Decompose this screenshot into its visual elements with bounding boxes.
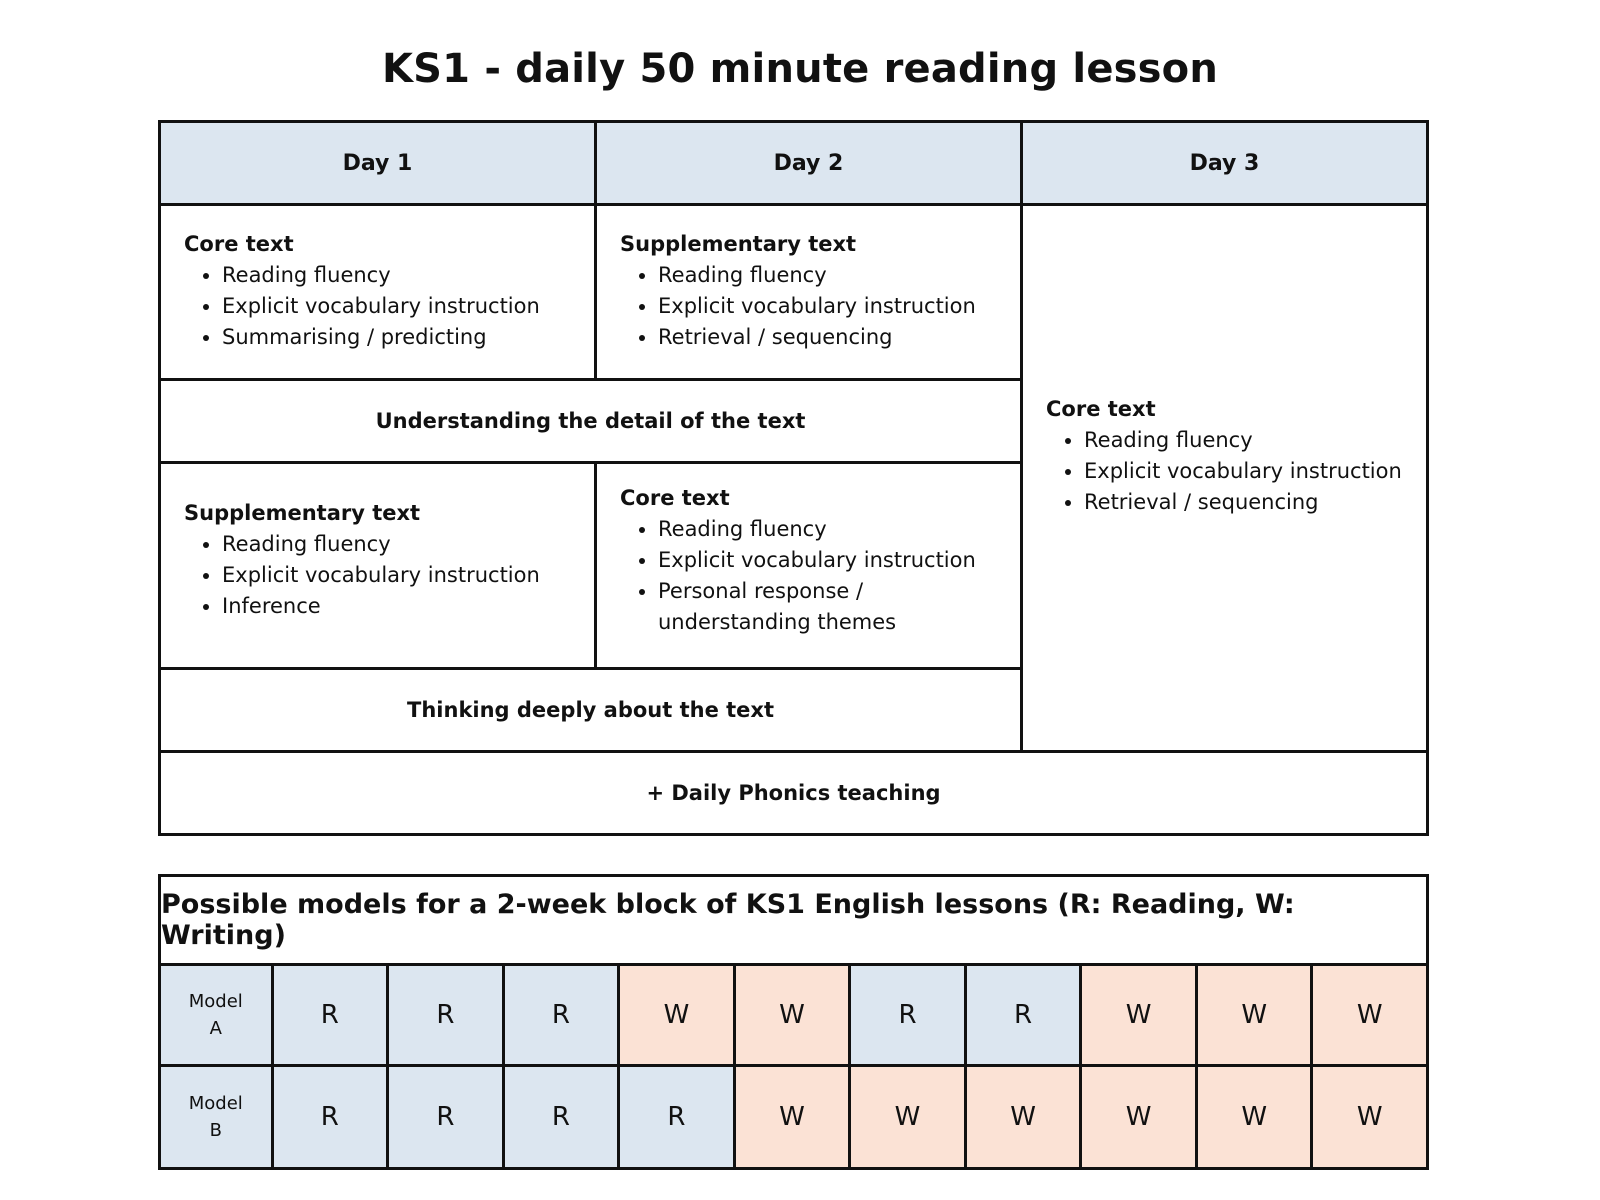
thinking-deeply-band	[158, 667, 1023, 753]
understanding-band-label: Understanding the detail of the text	[375, 409, 806, 433]
day-1-header	[158, 120, 597, 206]
models-grid	[158, 963, 1429, 1170]
writing-lesson-cell: W	[733, 1064, 852, 1171]
reading-lesson-cell: R	[271, 1064, 390, 1171]
cell-heading: Core text	[1046, 397, 1156, 421]
day-2-core-text-cell	[594, 461, 1023, 670]
daily-phonics-band	[158, 750, 1429, 836]
writing-lesson-cell: W	[1195, 963, 1314, 1067]
list-item: • Reading fluency	[658, 514, 958, 545]
writing-lesson-cell: W	[1079, 1064, 1198, 1171]
list-item: • Reading fluency	[222, 260, 594, 291]
cell-heading: Supplementary text	[184, 501, 421, 525]
models-title-cell	[158, 874, 1429, 966]
reading-lesson-cell: R	[964, 963, 1083, 1067]
reading-lesson-cell: R	[502, 1064, 621, 1171]
reading-lesson-cell: R	[386, 963, 505, 1067]
writing-lesson-cell: W	[964, 1064, 1083, 1171]
day-1-supplementary-text-cell	[158, 461, 597, 670]
list-item: • Reading fluency	[222, 529, 594, 560]
reading-lesson-cell: R	[502, 963, 621, 1067]
day-3-core-text-cell	[1020, 203, 1429, 753]
writing-lesson-cell: W	[1310, 1064, 1429, 1171]
day-3-label: Day 3	[1189, 150, 1260, 176]
list-item: • Explicit vocabulary instruction	[658, 545, 958, 576]
list-item: • Retrieval / sequencing	[658, 322, 1020, 353]
reading-lesson-cell: R	[617, 1064, 736, 1171]
reading-lesson-cell: R	[386, 1064, 505, 1171]
day-2-label: Day 2	[773, 150, 844, 176]
list-item: • Inference	[222, 591, 594, 622]
list-item: • Explicit vocabulary instruction	[1084, 456, 1426, 487]
list-item: • Explicit vocabulary instruction	[222, 291, 594, 322]
models-title: Possible models for a 2-week block of KS1 English lessons (R: Reading, W: Writing)	[161, 889, 1295, 951]
model-label-letter: B	[209, 1119, 222, 1141]
writing-lesson-cell: W	[848, 1064, 967, 1171]
day-2-supplementary-text-cell	[594, 203, 1023, 381]
list-item: • Summarising / predicting	[222, 322, 594, 353]
day-1-label: Day 1	[342, 150, 413, 176]
list-item: • Reading fluency	[658, 260, 1020, 291]
writing-lesson-cell: W	[1310, 963, 1429, 1067]
understanding-band	[158, 378, 1023, 464]
thinking-deeply-band-label: Thinking deeply about the text	[407, 698, 774, 722]
list-item: • Explicit vocabulary instruction	[222, 560, 594, 591]
model-label-word: Model	[188, 990, 243, 1012]
list-item: • Reading fluency	[1084, 425, 1426, 456]
cell-heading: Supplementary text	[620, 232, 857, 256]
day-1-core-text-cell	[158, 203, 597, 381]
daily-phonics-label: + Daily Phonics teaching	[646, 781, 941, 805]
model-label-word: Model	[188, 1092, 243, 1114]
writing-lesson-cell: W	[733, 963, 852, 1067]
day-2-header	[594, 120, 1023, 206]
model-label-cell	[158, 1064, 274, 1171]
list-item: • Retrieval / sequencing	[1084, 487, 1426, 518]
day-3-header	[1020, 120, 1429, 206]
reading-lesson-cell: R	[848, 963, 967, 1067]
writing-lesson-cell: W	[1079, 963, 1198, 1067]
list-item: • Explicit vocabulary instruction	[658, 291, 1020, 322]
cell-heading: Core text	[620, 486, 730, 510]
page-title: KS1 - daily 50 minute reading lesson	[381, 46, 1219, 92]
cell-heading: Core text	[184, 232, 294, 256]
writing-lesson-cell: W	[1195, 1064, 1314, 1171]
model-label-cell	[158, 963, 274, 1067]
reading-lesson-cell: R	[271, 963, 390, 1067]
list-item: • Personal response / understanding themes	[658, 576, 958, 638]
model-label-letter: A	[209, 1017, 222, 1039]
writing-lesson-cell: W	[617, 963, 736, 1067]
